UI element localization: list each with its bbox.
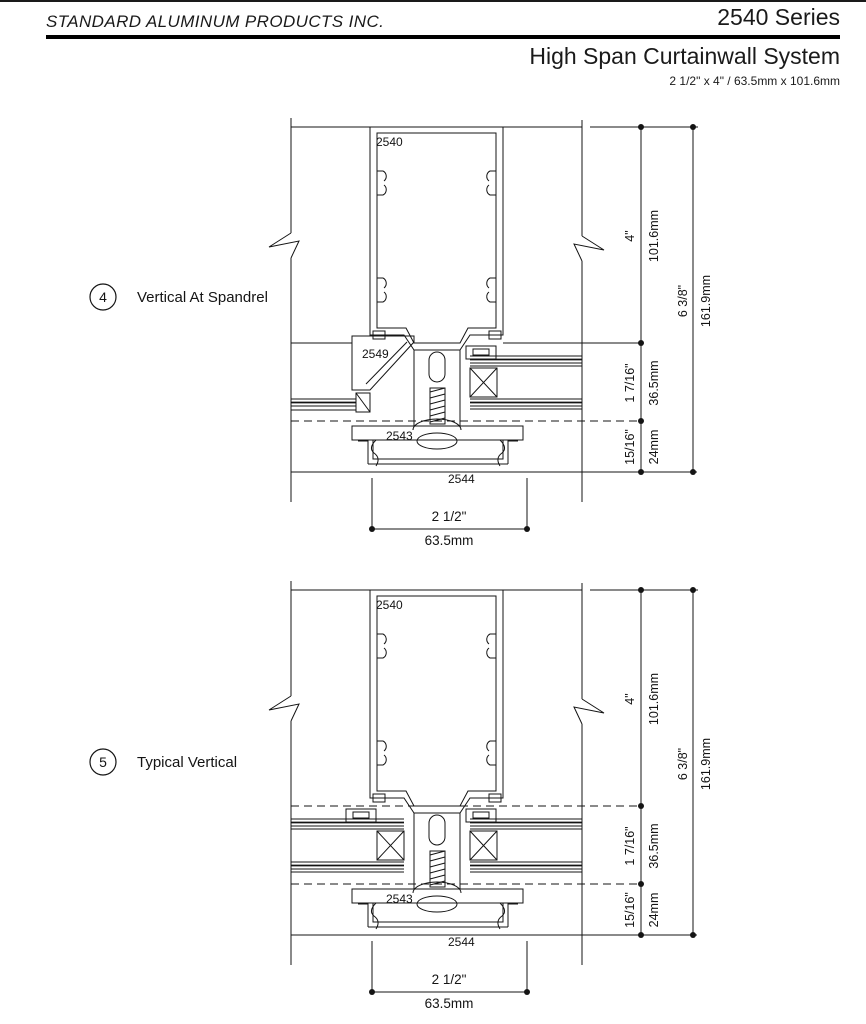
part-label-adapter: 2549: [362, 347, 389, 361]
dim-cap-in: 15/16": [623, 429, 637, 465]
dim-cap-mm: 24mm: [647, 429, 661, 465]
glass-line-left: [269, 118, 299, 502]
part-label-face-cap: 2544: [448, 472, 475, 486]
spandrel-adapter-2549: [352, 336, 414, 390]
plate-hook-left: [371, 440, 378, 466]
screw-bosses: [377, 171, 496, 302]
dim-total-mm: 161.9mm: [699, 274, 713, 328]
screw-threads: [430, 388, 445, 422]
glazing-infill-left-5: [291, 809, 404, 872]
detail-4-specific: [90, 284, 641, 412]
gasket-insert-right: [473, 349, 489, 355]
break-symbol-right: [574, 236, 604, 261]
callout-number-5: 5: [99, 754, 107, 770]
dim-pocket-mm: 36.5mm: [647, 360, 661, 406]
callout-title-5: Typical Vertical: [137, 754, 238, 771]
mullion-section-drawing: [269, 118, 713, 548]
spandrel-panel-left: [291, 393, 370, 412]
company-name: STANDARD ALUMINUM PRODUCTS INC.: [46, 12, 385, 31]
callout-title-4: Vertical At Spandrel: [137, 289, 268, 306]
dimension-width: [369, 478, 530, 548]
section-drawings: [60, 110, 806, 1024]
dimension-lines-vertical: [623, 124, 713, 475]
mullion-tube-2540: [370, 127, 503, 350]
part-label-pressure-plate: 2543: [386, 429, 413, 443]
gasket-holder-left-5: [346, 809, 376, 822]
dim-width-mm: 63.5mm: [424, 533, 474, 548]
glass-line-right: [574, 120, 604, 502]
header-rule: [46, 35, 840, 39]
page-top-edge: [0, 0, 866, 2]
mullion-outline: [370, 127, 503, 350]
callout-detail-5: [90, 749, 237, 775]
insulation-box-left-5: [377, 831, 404, 860]
part-label-mullion: 2540: [376, 135, 403, 149]
callout-detail-4: [90, 284, 268, 310]
product-size-spec: 2 1/2" x 4" / 63.5mm x 101.6mm: [669, 74, 840, 88]
dim-width-in: 2 1/2": [431, 509, 467, 524]
fastener-screw: [413, 388, 461, 430]
gasket-holder-right: [466, 346, 496, 359]
plate-dome: [417, 433, 457, 449]
dim-depth-mm: 101.6mm: [647, 209, 661, 263]
gasket-insert-left-5: [353, 812, 369, 818]
plate-hook-right: [498, 440, 505, 466]
series-title: 2540 Series: [717, 4, 840, 30]
break-symbol-left: [269, 233, 299, 258]
dim-depth-in: 4": [623, 230, 637, 242]
insulation-box-right: [470, 368, 497, 397]
mullion-inner-wall: [377, 133, 496, 343]
dim-pocket-in: 1 7/16": [623, 363, 637, 403]
callout-number-4: 4: [99, 289, 107, 305]
pressure-plate-2543: [352, 426, 523, 466]
product-title: High Span Curtainwall System: [529, 43, 840, 69]
dim-total-in: 6 3/8": [676, 284, 690, 318]
anchor-slot: [429, 352, 445, 382]
glazing-infill-right: [466, 346, 582, 409]
detail-5-common-geometry: [269, 581, 713, 1011]
detail-5-specific: [90, 749, 641, 872]
snap-cap-2544: [358, 440, 518, 486]
